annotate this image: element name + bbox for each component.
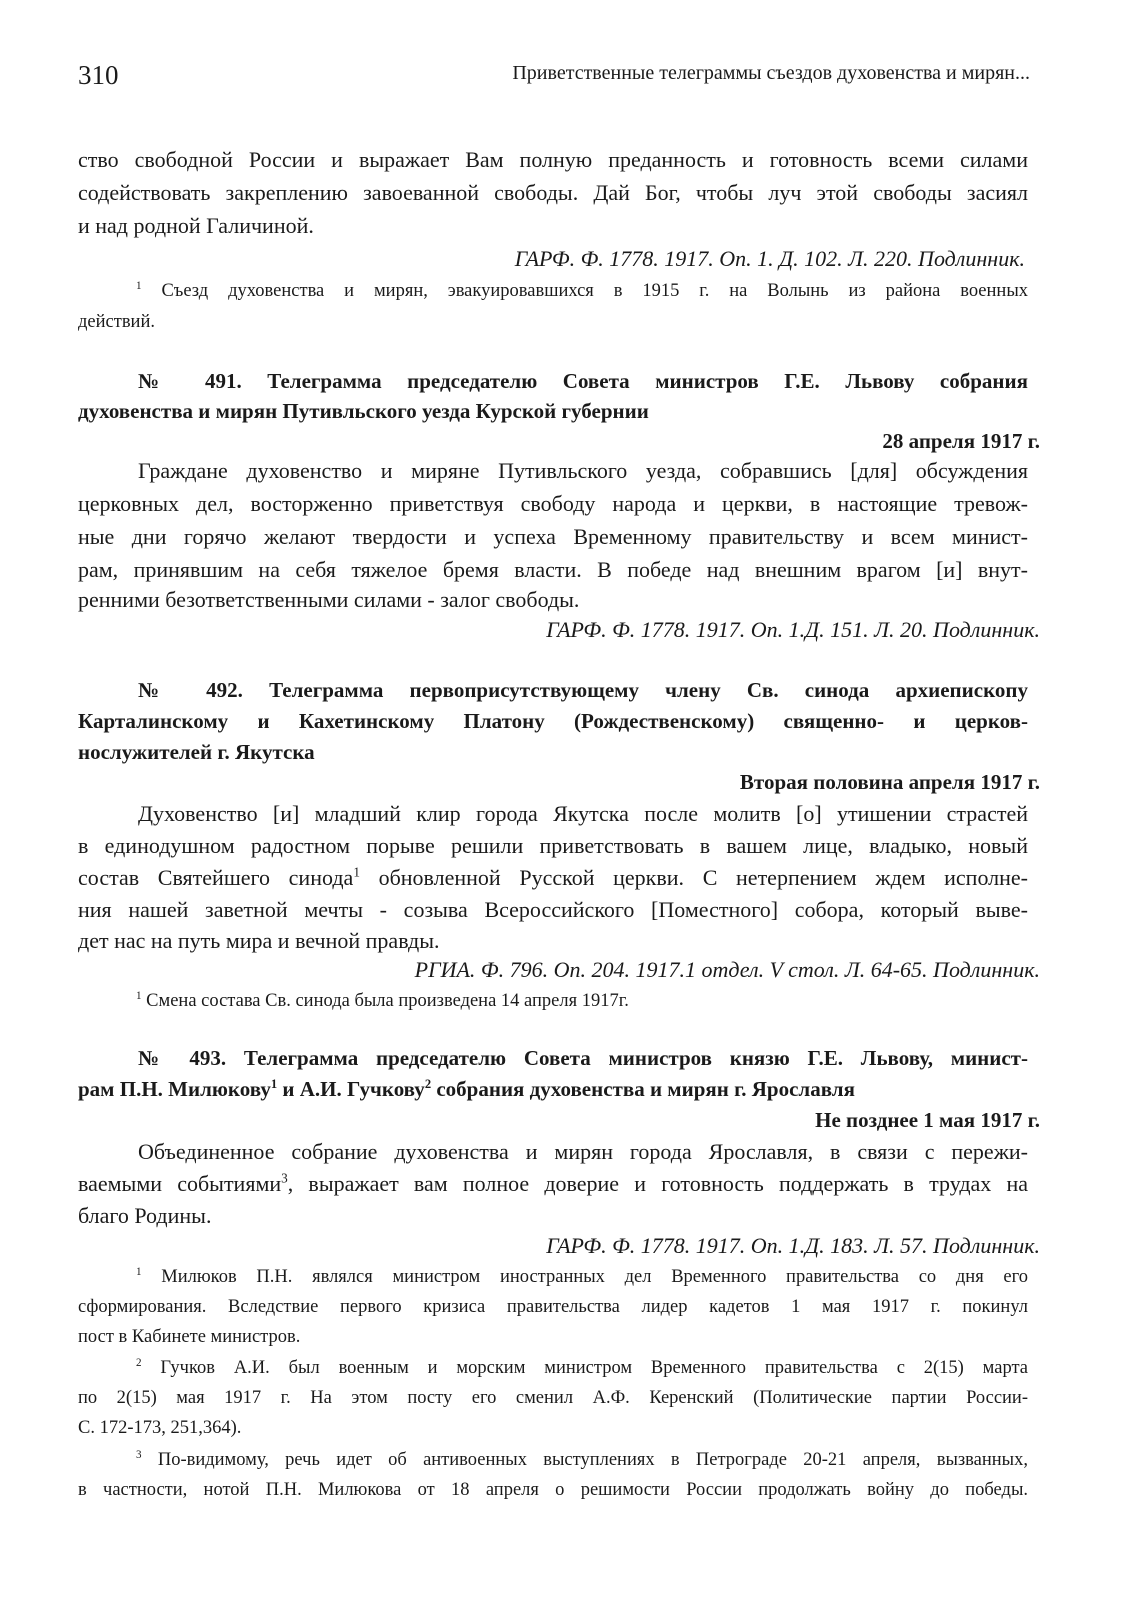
archive-source: РГИА. Ф. 796. Оп. 204. 1917.1 отдел. V стол. Л. 64-65. Подлинник.: [414, 957, 1040, 982]
body-line: содействовать закреплению завоеванной свободы. Дай Бог, чтобы луч этой свободы засиял: [78, 180, 1028, 205]
text: обновленной Русской церкви. С нетерпением ждем исполне-: [359, 865, 1028, 890]
footnote-text: Смена состава Св. синода была произведена 14 апреля 1917г.: [141, 991, 629, 1011]
footnote-line: действий.: [78, 312, 155, 332]
archive-source: ГАРФ. Ф. 1778. 1917. Оп. 1. Д. 102. Л. 220. Подлинник.: [514, 246, 1025, 271]
body-line: ные дни горячо желают твердости и успеха Временному правительству и всем минист-: [78, 524, 1028, 549]
body-line: ренними безответственными силами - залог свободы.: [78, 587, 580, 612]
running-title: Приветственные телеграммы съездов духовенства и мирян...: [512, 62, 1030, 84]
footnote: [78, 987, 1028, 1015]
body-line: рам, принявшим на себя тяжелое бремя власти. В победе над внешним врагом [и] внут-: [78, 557, 1028, 582]
footnote-mark: 3: [136, 1448, 142, 1461]
body-line: [78, 1170, 1028, 1198]
document-date: Вторая половина апреля 1917 г.: [739, 770, 1040, 794]
footnote-mark: 1: [136, 989, 142, 1002]
document-date: 28 апреля 1917 г.: [882, 429, 1040, 453]
document-title: духовенства и мирян Путивльского уезда Курской губернии: [78, 399, 649, 423]
archive-source: ГАРФ. Ф. 1778. 1917. Оп. 1.Д. 183. Л. 57. Подлинник.: [546, 1233, 1040, 1258]
footnote: [78, 277, 1028, 305]
text: собрания духовенства и мирян г. Ярославля: [431, 1077, 855, 1101]
footnote-text: Съезд духовенства и мирян, эвакуировавшихся в 1915 г. на Волынь из района военных: [141, 281, 1028, 301]
body-line: дет нас на путь мира и вечной правды.: [78, 928, 440, 953]
document-date: Не позднее 1 мая 1917 г.: [815, 1108, 1040, 1132]
body-line: Объединенное собрание духовенства и мирян города Ярославля, в связи с пережи-: [138, 1139, 1028, 1164]
footnote-line: сформирования. Вследствие первого кризиса правительства лидер кадетов 1 мая 1917 г. покинул: [78, 1297, 1028, 1317]
footnote: [78, 1263, 1028, 1291]
text: и А.И. Гучкову: [277, 1077, 425, 1101]
footnote-mark: 1: [136, 279, 142, 292]
body-line: в единодушном радостном порыве решили приветствовать в вашем лице, владыко, новый: [78, 833, 1028, 858]
footnote-mark: 1: [136, 1265, 142, 1278]
page-number: 310: [78, 60, 119, 90]
footnote-line: по 2(15) мая 1917 г. На этом посту его сменил А.Ф. Керенский (Политические партии России-: [78, 1388, 1028, 1408]
footnote-text: Гучков А.И. был военным и морским министром Временного правительства с 2(15) марта: [141, 1358, 1028, 1378]
body-line: благо Родины.: [78, 1203, 212, 1228]
text: ваемыми событиями: [78, 1171, 282, 1196]
footnote-text: Милюков П.Н. являлся министром иностранных дел Временного правительства со дня его: [141, 1267, 1028, 1287]
document-title: № 492. Телеграмма первоприсутствующему члену Св. синода архиепископу: [138, 678, 1028, 702]
footnote-text: По-видимому, речь идет об антивоенных выступлениях в Петрограде 20-21 апреля, вызванных,: [141, 1450, 1028, 1470]
body-line: ния нашей заветной мечты - созыва Всероссийского [Поместного] собора, который выве-: [78, 897, 1028, 922]
body-line: ство свободной России и выражает Вам полную преданность и готовность всеми силами: [78, 147, 1028, 172]
footnote: [78, 1354, 1028, 1382]
document-title: № 491. Телеграмма председателю Совета министров Г.Е. Львову собрания: [138, 369, 1028, 393]
footnote: [78, 1446, 1028, 1474]
document-title: [78, 1075, 1028, 1103]
body-line: Духовенство [и] младший клир города Якутска после молитв [о] утишении страстей: [138, 801, 1028, 826]
footnote-line: пост в Кабинете министров.: [78, 1327, 301, 1347]
footnote-ref: 1: [270, 1077, 278, 1091]
document-title: нослужителей г. Якутска: [78, 740, 315, 764]
document-title: № 493. Телеграмма председателю Совета министров князю Г.Е. Львову, минист-: [138, 1046, 1028, 1070]
text: рам П.Н. Милюкову: [78, 1077, 271, 1101]
text: , выражает вам полное доверие и готовность поддержать в трудах на: [287, 1171, 1028, 1196]
body-line: Граждане духовенство и миряне Путивльского уезда, собравшись [для] обсуждения: [138, 458, 1028, 483]
text: состав Святейшего синода: [78, 865, 354, 890]
footnote-ref: 3: [281, 1170, 288, 1186]
footnote-mark: 2: [136, 1356, 142, 1369]
document-title: Карталинскому и Кахетинскому Платону (Рождественскому) священно- и церков-: [78, 709, 1028, 733]
body-line: [78, 864, 1028, 892]
footnote-line: в частности, нотой П.Н. Милюкова от 18 апреля о решимости России продолжать войну до победы.: [78, 1480, 1028, 1500]
footnote-ref: 1: [353, 864, 360, 880]
body-line: и над родной Галичиной.: [78, 213, 314, 238]
footnote-ref: 2: [424, 1077, 432, 1091]
footnote-line: С. 172-173, 251,364).: [78, 1418, 242, 1438]
body-line: церковных дел, восторженно приветствуя свободу народа и церкви, в настоящие тревож-: [78, 491, 1028, 516]
archive-source: ГАРФ. Ф. 1778. 1917. Оп. 1.Д. 151. Л. 20. Подлинник.: [546, 617, 1040, 642]
